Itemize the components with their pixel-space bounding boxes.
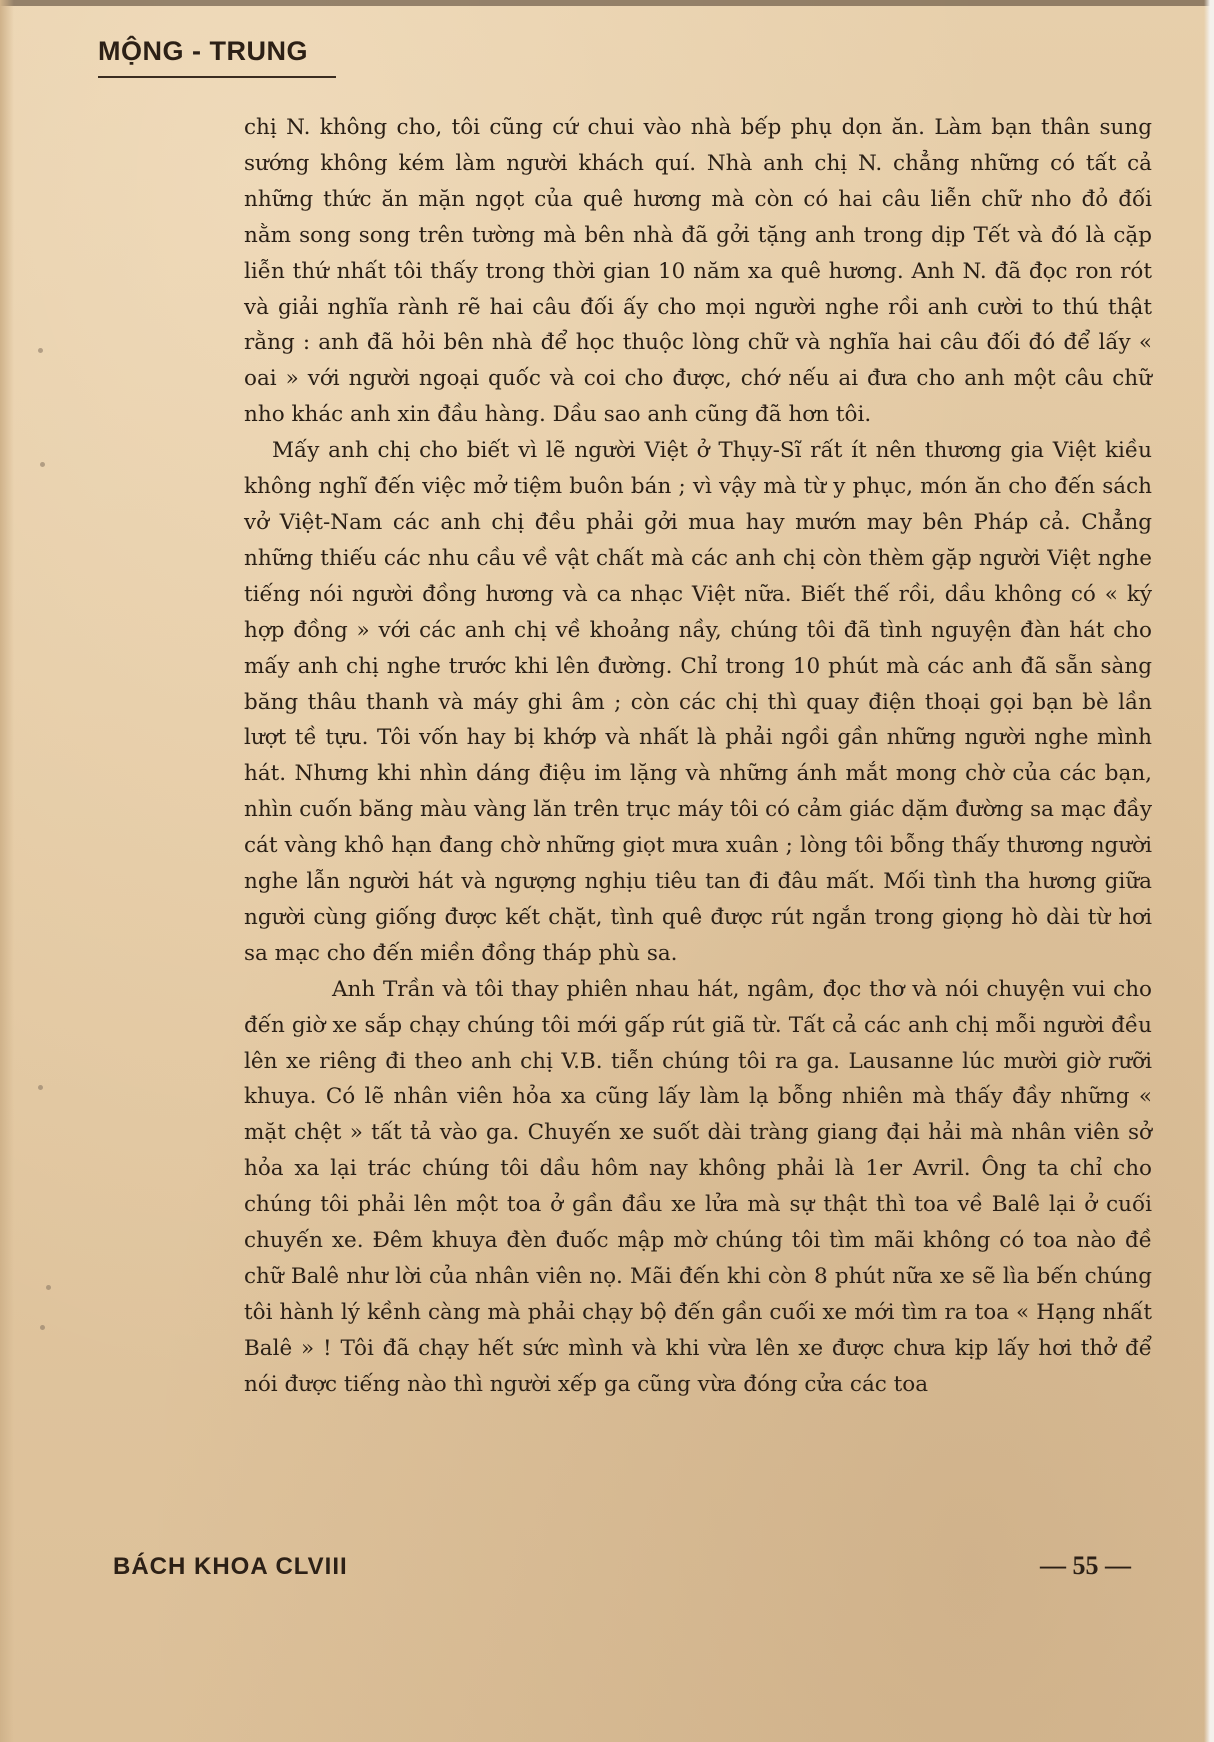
article-body xyxy=(244,110,1152,1403)
paper-speck xyxy=(40,1325,45,1330)
paragraph: Mấy anh chị cho biết vì lẽ người Việt ở Thụy-Sĩ rất ít nên thương gia Việt kiều không nghĩ đến việc mở tiệm buôn bán ; vì vậy mà từ y phục, món ăn cho đến sách vở Việt-Nam các anh chị đều phải gởi mua hay mướn may bên Pháp cả. Chẳng những thiếu các nhu cầu về vật chất mà các anh chị còn thèm gặp người Việt nghe tiếng nói người đồng hương và ca nhạc Việt nữa. Biết thế rồi, dầu không có « ký hợp đồng » với các anh chị về khoảng nầy, chúng tôi đã tình nguyện đàn hát cho mấy anh chị nghe trước khi lên đường. Chỉ trong 10 phút mà các anh đã sẵn sàng băng thâu thanh và máy ghi âm ; còn các chị thì quay điện thoại gọi bạn bè lần lượt tề tựu. Tôi vốn hay bị khớp và nhất là phải ngồi gần những người nghe mình hát. Nhưng khi nhìn dáng điệu im lặng và những ánh mắt mong chờ của các bạn, nhìn cuốn băng màu vàng lăn trên trục máy tôi có cảm giác dặm đường sa mạc đầy cát vàng khô hạn đang chờ những giọt mưa xuân ; lòng tôi bỗng thấy thương người nghe lẫn người hát và ngượng nghịu tiêu tan đi đâu mất. Mối tình tha hương giữa người cùng giống được kết chặt, tình quê được rút ngắn trong giọng hò dài từ hơi sa mạc cho đến miền đồng tháp phù sa. xyxy=(244,438,1152,966)
paper-speck xyxy=(40,462,45,467)
paper-speck xyxy=(46,1285,51,1290)
page-top-edge xyxy=(0,0,1214,6)
page-right-edge xyxy=(1204,0,1214,1742)
page-left-edge xyxy=(0,0,14,1742)
running-title: MỘNG - TRUNG xyxy=(98,36,308,66)
page-number: — 55 — xyxy=(1040,1551,1131,1580)
title-underline xyxy=(98,76,336,78)
paper-speck xyxy=(38,348,43,353)
paper-speck xyxy=(38,1085,43,1090)
publication-name: BÁCH KHOA CLVIII xyxy=(113,1553,348,1580)
paragraph: Anh Trần và tôi thay phiên nhau hát, ngâm, đọc thơ và nói chuyện vui cho đến giờ xe sắp chạy chúng tôi mới gấp rút giã từ. Tất cả các anh chị mỗi người đều lên xe riêng đi theo anh chị V.B. tiễn chúng tôi ra ga. Lausanne lúc mười giờ rưỡi khuya. Có lẽ nhân viên hỏa xa cũng lấy làm lạ bỗng nhiên mà thấy đầy những « mặt chệt » tất tả vào ga. Chuyến xe suốt dài tràng giang đại hải mà nhân viên sở hỏa xa lại trác chúng tôi dầu hôm nay không phải là 1er Avril. Ông ta chỉ cho chúng tôi phải lên một toa ở gần đầu xe lửa mà sự thật thì toa về Balê lại ở cuối chuyến xe. Đêm khuya đèn đuốc mập mờ chúng tôi tìm mãi không có toa nào đề chữ Balê như lời của nhân viên nọ. Mãi đến khi còn 8 phút nữa xe sẽ lìa bến chúng tôi hành lý kềnh càng mà phải chạy bộ đến gần cuối xe mới tìm ra toa « Hạng nhất Balê » ! Tôi đã chạy hết sức mình và khi vừa lên xe được chưa kịp lấy hơi thở để nói được tiếng nào thì người xếp ga cũng vừa đóng cửa các toa xyxy=(244,976,1152,1397)
paragraph: chị N. không cho, tôi cũng cứ chui vào nhà bếp phụ dọn ăn. Làm bạn thân sung sướng không kém làm người khách quí. Nhà anh chị N. chẳng những có tất cả những thức ăn mặn ngọt của quê hương mà còn có hai câu liễn chữ nho đỏ đối nằm song song trên tường mà bên nhà đã gởi tặng anh trong dịp Tết và đó là cặp liễn thứ nhất tôi thấy trong thời gian 10 năm xa quê hương. Anh N. đã đọc ron rót và giải nghĩa rành rẽ hai câu đối ấy cho mọi người nghe rồi anh cười to thú thật rằng : anh đã hỏi bên nhà để học thuộc lòng chữ và nghĩa hai câu đối đó để lấy « oai » với người ngoại quốc và coi cho được, chớ nếu ai đưa cho anh một câu chữ nho khác anh xin đầu hàng. Dầu sao anh cũng đã hơn tôi. xyxy=(244,115,1152,428)
